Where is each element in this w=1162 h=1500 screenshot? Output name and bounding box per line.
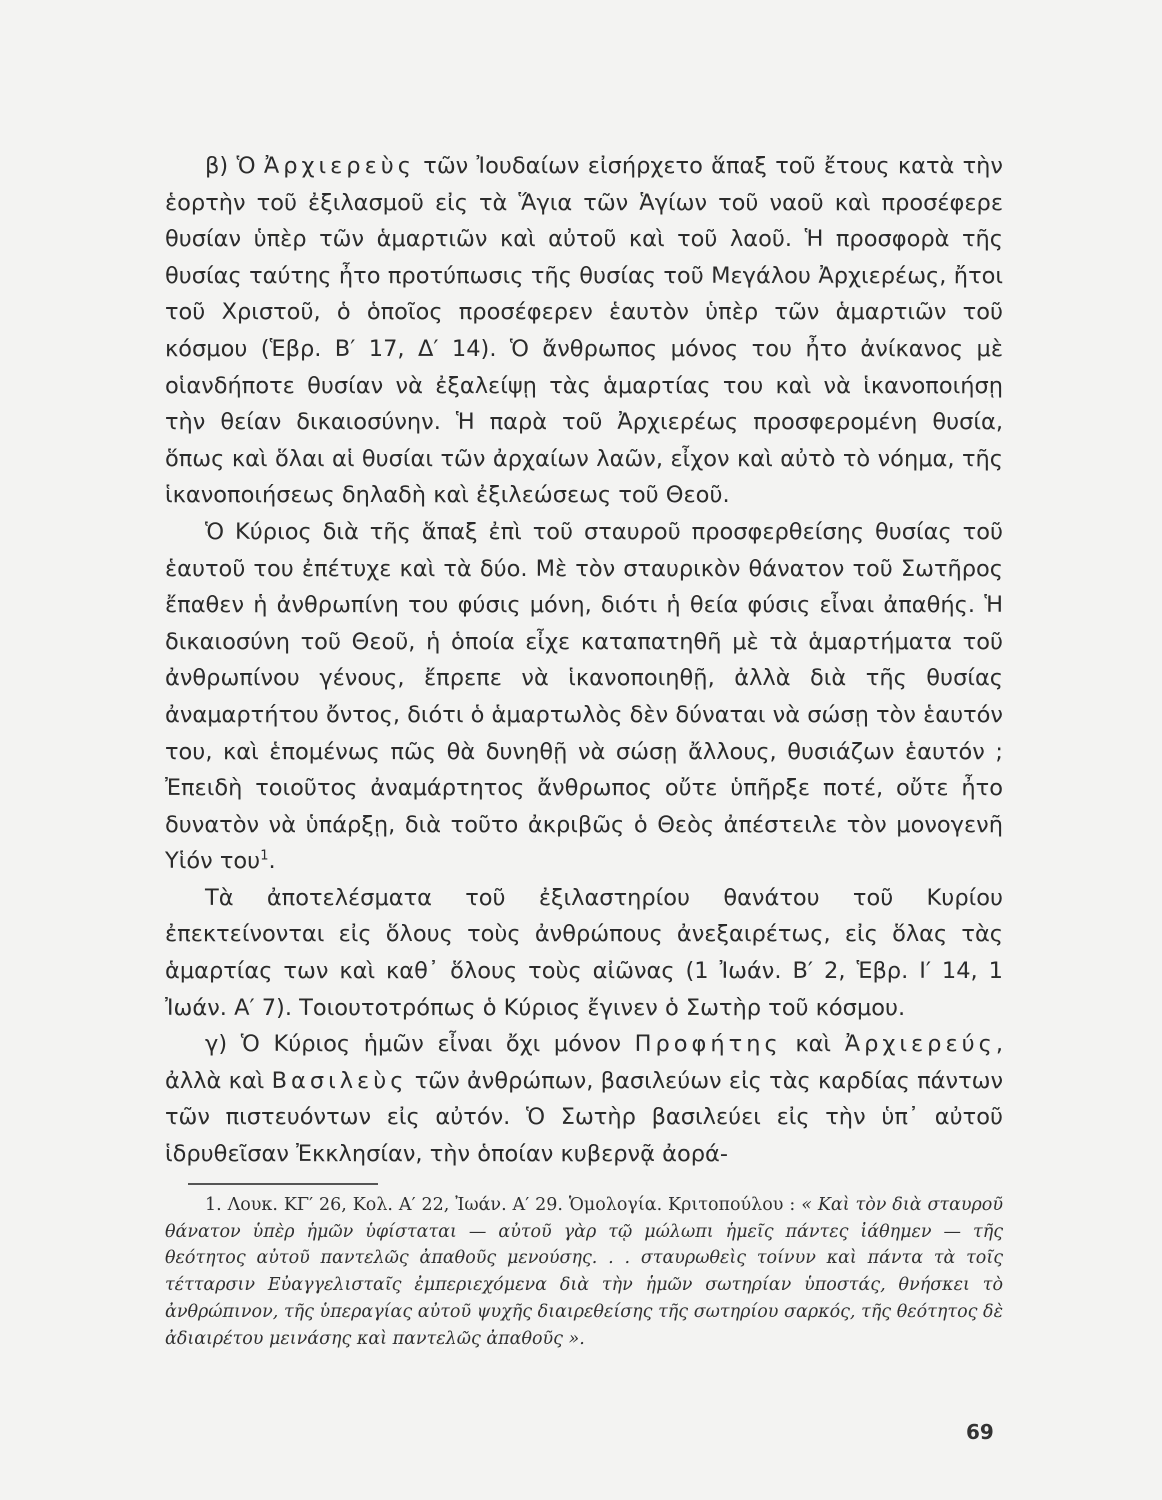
spaced-term-high-priest: Ἀρχιερεύς xyxy=(844,1031,996,1058)
paragraph-two-text: Ὁ Κύριος διὰ τῆς ἅπαξ ἐπὶ τοῦ σταυροῦ προσφερθείσης θυσίας τοῦ ἑαυτοῦ του ἐπέτυχε καὶ τὰ δύο. Μὲ τὸν σταυρικὸν θάνατον τοῦ Σωτῆρος ἔπαθεν ἡ ἀνθρωπίνη του φύσις μόνη, διότι ἡ θεία φύσις εἶναι ἀπαθής. Ἡ δικαιοσύνη τοῦ Θεοῦ, ἡ ὁποία εἶχε καταπατηθῆ μὲ τὰ ἁμαρτήματα τοῦ ἀνθρωπίνου γένους, ἔπρεπε νὰ ἱκανοποιηθῇ, ἀλλὰ διὰ τῆς θυσίας ἀναμαρτήτου ὄντος, διότι ὁ ἁμαρτωλὸς δὲν δύναται νὰ σώσῃ τὸν ἑαυτόν του, καὶ ἑπομένως πῶς θὰ δυνηθῇ νὰ σώσῃ ἄλλους, θυσιάζων ἑαυτόν ; Ἐπειδὴ τοιοῦτος ἀναμάρτητος ἄνθρωπος οὔτε ὑπῆρξε ποτέ, οὔτε ἦτο δυνατὸν νὰ ὑπάρξῃ, διὰ τοῦτο ἀκριβῶς ὁ Θεὸς ἀπέστειλε τὸν μονογενῆ Υἱόν του xyxy=(165,518,1003,875)
paragraph-gamma-lead: γ) Ὁ Κύριος ἡμῶν εἶναι ὄχι μόνον xyxy=(205,1031,621,1058)
footnote-divider xyxy=(188,1183,378,1185)
paragraph-three xyxy=(165,880,1003,1026)
paragraph-gamma-mid: , ἀλλὰ καὶ xyxy=(165,1031,1004,1094)
paragraph-gamma-text: τῶν ἀνθρώπων, βασιλεύων εἰς τὰς καρδίας πάντων τῶν πιστευόντων εἰς αὐτόν. Ὁ Σωτὴρ βασιλεύει εἰς τὴν ὑπ᾽ αὐτοῦ ἱδρυθεῖσαν Ἐκκλησίαν, τὴν ὁποίαν κυβερνᾷ ἀορά- xyxy=(165,1067,1004,1168)
page-number: 69 xyxy=(966,1420,994,1444)
paragraph-two-end: . xyxy=(268,848,276,875)
spaced-term-king: Βασιλεὺς xyxy=(271,1067,408,1094)
paragraph-three-text: Τὰ ἀποτελέσματα τοῦ ἐξιλαστηρίου θανάτου τοῦ Κυρίου ἐπεκτείνονται εἰς ὅλους τοὺς ἀνθρώπους ἀνεξαιρέτως, εἰς ὅλας τὰς ἁμαρτίας των καὶ καθ᾽ ὅλους τοὺς αἰῶνας (1 Ἰωάν. Β′ 2, Ἑβρ. Ι′ 14, 1 Ἰωάν. Α′ 7). Τοιουτοτρόπως ὁ Κύριος ἔγινεν ὁ Σωτὴρ τοῦ κόσμου. xyxy=(165,884,1003,1021)
footnote-references: 1. Λουκ. ΚΓ′ 26, Κολ. Α′ 22, Ἰωάν. Α′ 29. Ὁμολογία. Κριτοπούλου : xyxy=(205,1195,796,1215)
paragraph-beta xyxy=(165,148,1003,514)
paragraph-beta-text: τῶν Ἰουδαίων εἰσήρχετο ἅπαξ τοῦ ἔτους κατὰ τὴν ἑορτὴν τοῦ ἐξιλασμοῦ εἰς τὰ Ἅγια τῶν Ἁγίων τοῦ ναοῦ καὶ προσέφερε θυσίαν ὑπὲρ τῶν ἁμαρτιῶν καὶ αὐτοῦ καὶ τοῦ λαοῦ. Ἡ προσφορὰ τῆς θυσίας ταύτης ἦτο προτύπωσις τῆς θυσίας τοῦ Μεγάλου Ἀρχιερέως, ἤτοι τοῦ Χριστοῦ, ὁ ὁποῖος προσέφερεν ἑαυτὸν ὑπὲρ τῶν ἁμαρτιῶν τοῦ κόσμου (Ἑβρ. Β′ 17, Δ′ 14). Ὁ ἄνθρωπος μόνος του ἦτο ἀνίκανος μὲ οἱανδήποτε θυσίαν νὰ ἐξαλείψῃ τὰς ἁμαρτίας του καὶ νὰ ἱκανοποιήσῃ τὴν θείαν δικαιοσύνην. Ἡ παρὰ τοῦ Ἀρχιερέως προσφερομένη θυσία, ὅπως καὶ ὅλαι αἱ θυσίαι τῶν ἀρχαίων λαῶν, εἶχον καὶ αὐτὸ τὸ νόημα, τῆς ἱκανοποιήσεως δηλαδὴ καὶ ἐξιλεώσεως τοῦ Θεοῦ. xyxy=(165,153,1004,509)
paragraph-beta-lead: β) Ὁ xyxy=(205,153,256,179)
paragraph-gamma xyxy=(165,1026,1003,1172)
spaced-term-prophet: Προφήτης xyxy=(634,1031,782,1058)
footnote-marker: 1 xyxy=(260,848,269,864)
footnote-text xyxy=(165,1192,1003,1352)
footnote xyxy=(165,1192,1003,1352)
paragraph-gamma-conj: καὶ xyxy=(795,1031,832,1058)
paragraph-two xyxy=(165,514,1003,880)
main-text xyxy=(165,148,1003,1173)
footnote-quote: « Καὶ τὸν διὰ σταυροῦ θάνατον ὑπὲρ ἡμῶν ὑφίσταται — αὐτοῦ γὰρ τῷ μώλωπι ἡμεῖς πάντες ἰάθημεν — τῆς θεότητος αὐτοῦ παντελῶς ἀπαθοῦς μενούσης. . . σταυρωθεὶς τοίνυν καὶ πάντα τὰ τοῖς τέτταρσιν Εὐαγγελισταῖς ἐμπεριεχόμενα διὰ τὴν ἡμῶν σωτηρίαν ὑποστάς, θνήσκει τὸ ἀνθρώπινον, τῆς ὑπεραγίας αὐτοῦ ψυχῆς διαιρεθείσης τῆς σωτηρίου σαρκός, τῆς θεότητος δὲ ἀδιαιρέτου μεινάσης καὶ παντελῶς ἀπαθοῦς ». xyxy=(165,1195,1003,1349)
paragraph-beta-spaced-term: Ἀρχιερεὺς xyxy=(263,153,415,179)
